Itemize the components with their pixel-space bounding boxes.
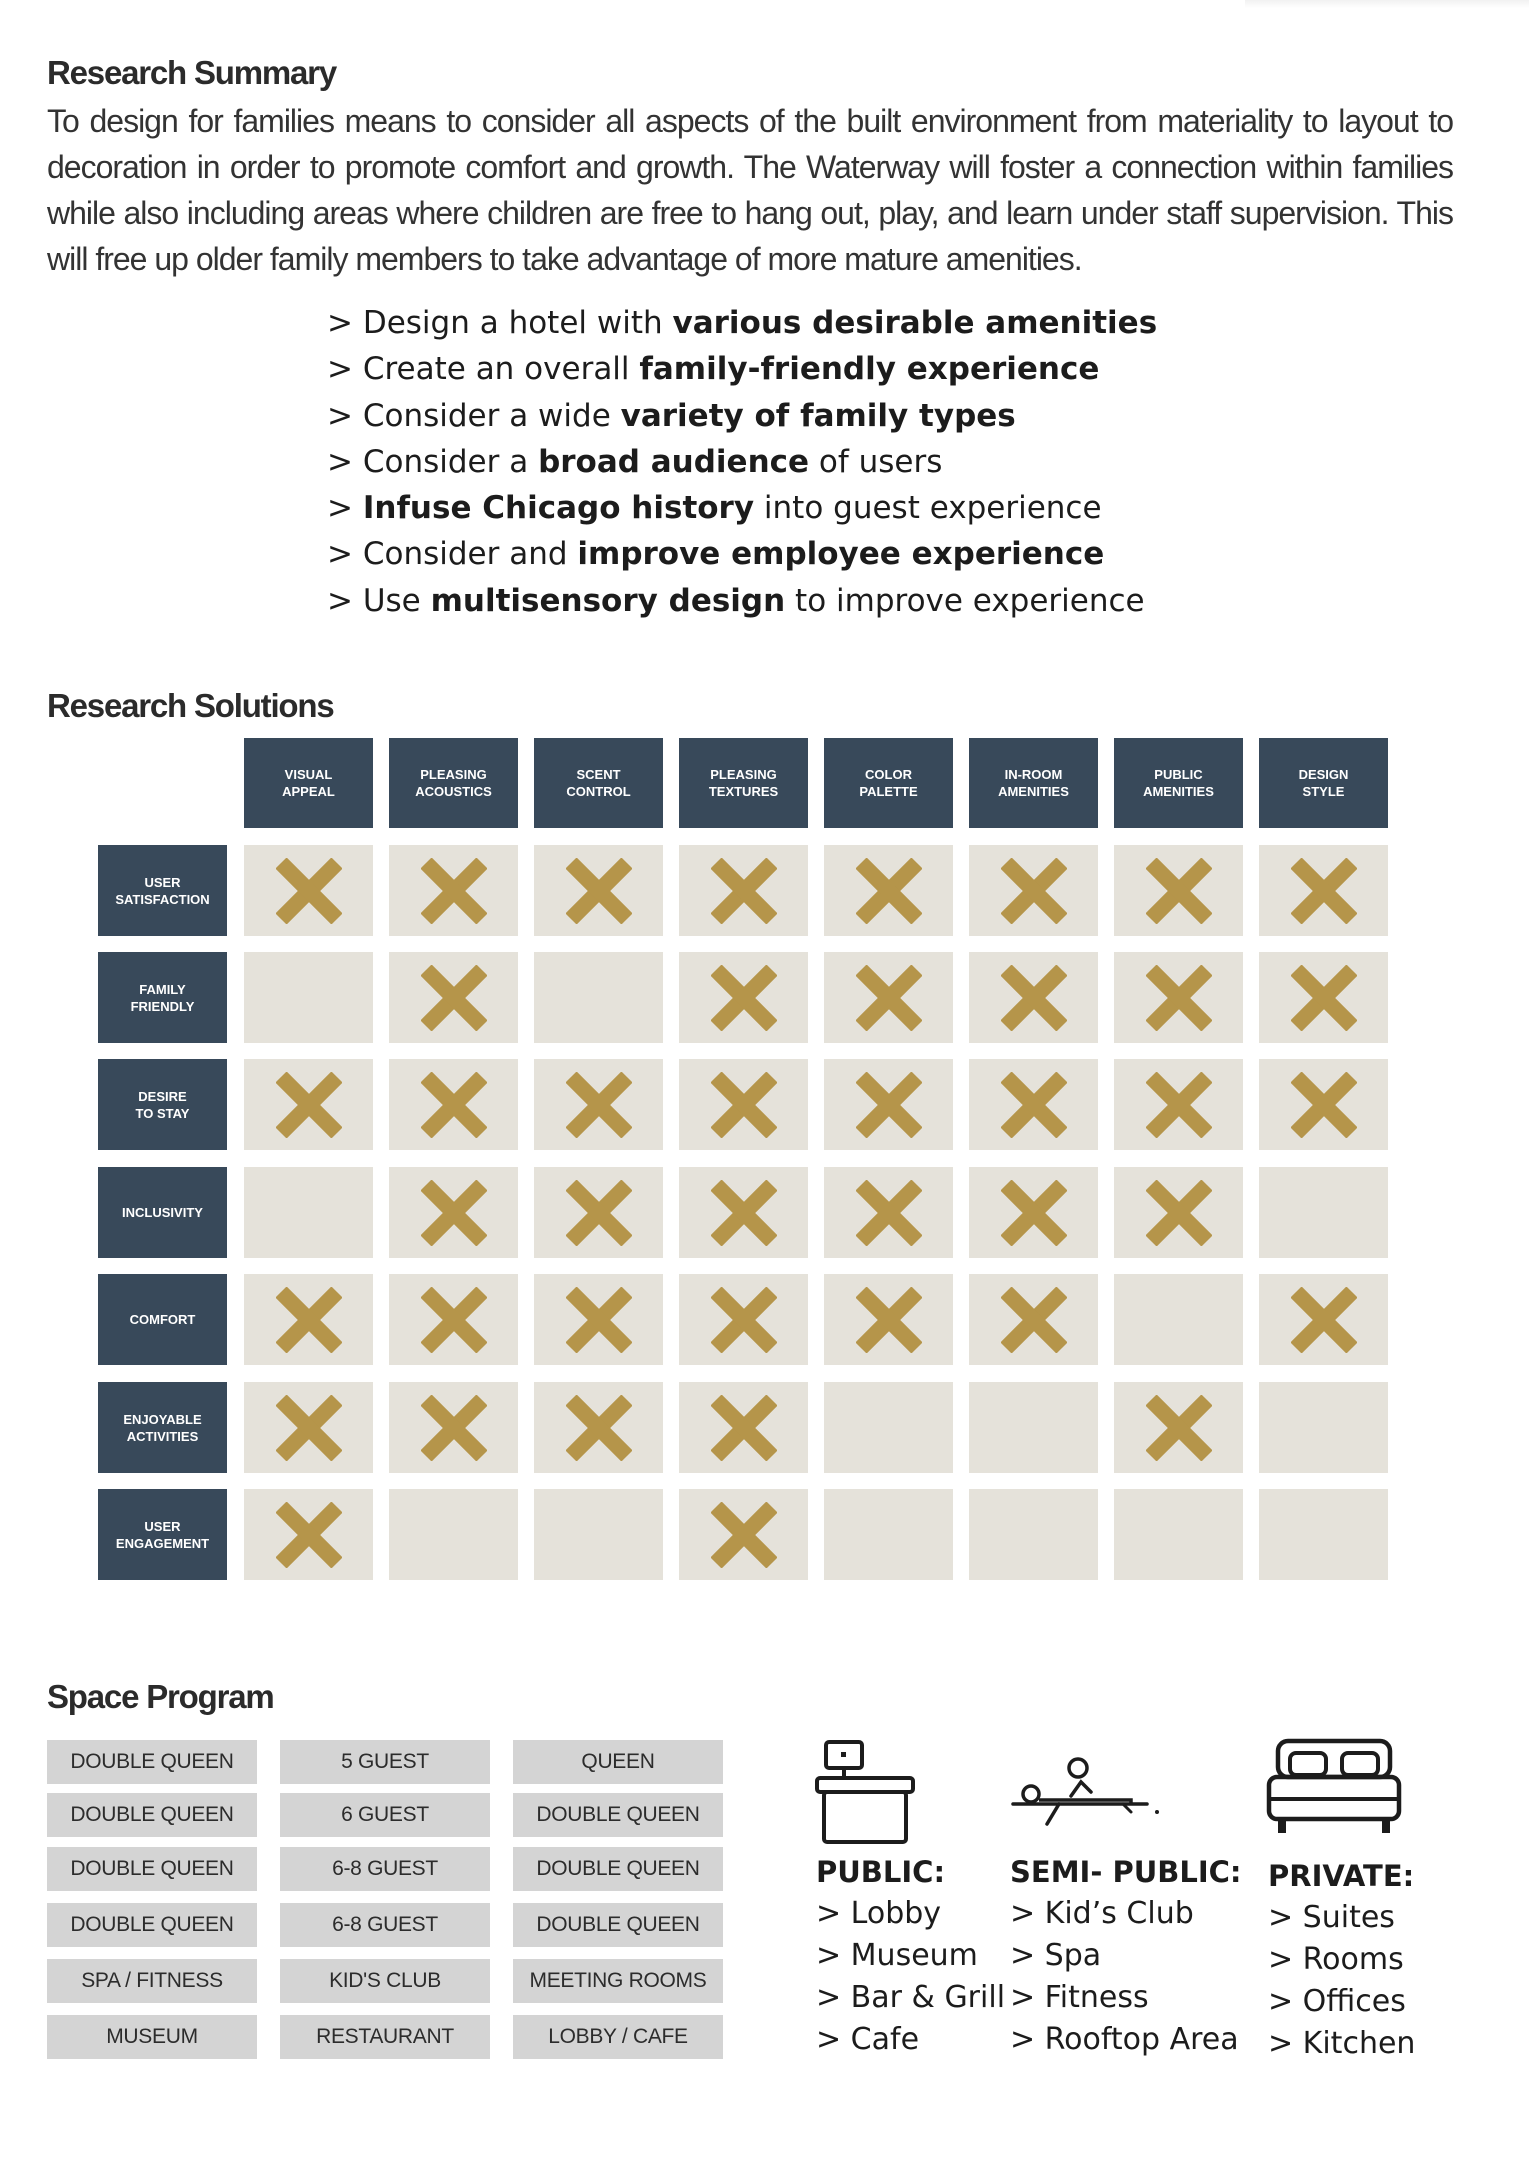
zone-item: > Rooms (1268, 1942, 1404, 1977)
space-program-room: DOUBLE QUEEN (47, 1903, 257, 1947)
zone-list-private (1268, 1897, 1415, 2065)
goal-pre: > Use (327, 582, 431, 619)
goal-item (327, 300, 1157, 346)
matrix-cell-checked (679, 952, 808, 1043)
x-mark-icon (1001, 1180, 1067, 1246)
matrix-column-header (244, 738, 373, 828)
x-mark-icon (711, 1180, 777, 1246)
column-header-line: PLEASING (710, 767, 777, 782)
matrix-cell-empty (1114, 1274, 1243, 1365)
x-mark-icon (711, 858, 777, 924)
space-program-room: SPA / FITNESS (47, 1959, 257, 2003)
x-mark-icon (421, 965, 487, 1031)
space-program-room: DOUBLE QUEEN (47, 1847, 257, 1891)
massage-spa-icon (1007, 1752, 1163, 1836)
x-mark-icon (421, 1072, 487, 1138)
zone-item: > Lobby (816, 1896, 942, 1931)
bed-icon (1266, 1737, 1402, 1837)
x-mark-icon (711, 1502, 777, 1568)
matrix-cell-checked (824, 952, 953, 1043)
column-header-line: AMENITIES (1143, 784, 1214, 799)
matrix-cell-checked (969, 1274, 1098, 1365)
space-program-room: 6-8 GUEST (280, 1847, 490, 1891)
zone-list-semi-public (1010, 1893, 1239, 2061)
x-mark-icon (711, 1395, 777, 1461)
column-header-line: AMENITIES (998, 784, 1069, 799)
goal-item (327, 578, 1157, 624)
x-mark-icon (711, 1287, 777, 1353)
x-mark-icon (711, 1072, 777, 1138)
x-mark-icon (1001, 965, 1067, 1031)
matrix-cell-empty (244, 952, 373, 1043)
matrix-cell-checked (1114, 845, 1243, 936)
x-mark-icon (276, 1287, 342, 1353)
matrix-cell-checked (389, 1382, 518, 1473)
matrix-cell-empty (824, 1382, 953, 1473)
matrix-cell-checked (244, 1382, 373, 1473)
zone-item: > Kid’s Club (1010, 1896, 1194, 1931)
column-header-line: DESIGN (1298, 767, 1349, 782)
matrix-cell-checked (389, 1274, 518, 1365)
matrix-cell-checked (969, 1059, 1098, 1150)
space-program-room: QUEEN (513, 1740, 723, 1784)
x-mark-icon (1146, 965, 1212, 1031)
goal-bold: Infuse Chicago history (362, 490, 755, 527)
row-header-line: COMFORT (129, 1312, 196, 1327)
x-mark-icon (566, 1395, 632, 1461)
x-mark-icon (421, 858, 487, 924)
matrix-cell-checked (1114, 1382, 1243, 1473)
page-corner-shadow (1245, 0, 1529, 8)
research-solutions-title: Research Solutions (47, 687, 334, 724)
zone-list-public (816, 1893, 1005, 2061)
row-header-line: ENJOYABLE (123, 1411, 202, 1427)
row-header-line: TO STAY (135, 1105, 190, 1121)
reception-desk-icon (815, 1738, 919, 1846)
row-header-line: SATISFACTION (115, 891, 210, 907)
matrix-cell-checked (679, 1059, 808, 1150)
matrix-column-header (1114, 738, 1243, 828)
matrix-cell-checked (1259, 952, 1388, 1043)
matrix-cell-checked (679, 1167, 808, 1258)
x-mark-icon (421, 1395, 487, 1461)
space-program-title: Space Program (47, 1678, 274, 1715)
matrix-cell-checked (389, 1167, 518, 1258)
goal-item (327, 346, 1157, 392)
matrix-cell-checked (534, 1274, 663, 1365)
matrix-cell-checked (244, 1489, 373, 1580)
matrix-cell-checked (969, 1167, 1098, 1258)
matrix-cell-checked (534, 1059, 663, 1150)
matrix-cell-empty (1259, 1382, 1388, 1473)
space-program-room: DOUBLE QUEEN (513, 1903, 723, 1947)
matrix-cell-checked (244, 845, 373, 936)
goal-post: of users (809, 443, 943, 480)
matrix-cell-empty (969, 1382, 1098, 1473)
matrix-cell-empty (1259, 1167, 1388, 1258)
matrix-cell-checked (389, 1059, 518, 1150)
column-header-line: TEXTURES (708, 784, 779, 799)
x-mark-icon (1291, 858, 1357, 924)
zone-item: > Rooftop Area (1010, 2022, 1239, 2057)
goal-pre: > (327, 490, 363, 527)
space-program-room: DOUBLE QUEEN (513, 1793, 723, 1837)
row-header-line: FAMILY (139, 981, 186, 997)
space-program-room: DOUBLE QUEEN (47, 1740, 257, 1784)
matrix-cell-checked (824, 1059, 953, 1150)
x-mark-icon (566, 1287, 632, 1353)
x-mark-icon (711, 965, 777, 1031)
space-program-room: KID'S CLUB (280, 1959, 490, 2003)
matrix-cell-empty (534, 952, 663, 1043)
matrix-cell-checked (1259, 845, 1388, 936)
goal-pre: > Create an overall (327, 351, 640, 388)
matrix-cell-checked (389, 952, 518, 1043)
matrix-row-header (98, 845, 227, 936)
research-summary-paragraph: To design for families means to consider all aspects of the built environment from materiality to layout to decoration in order to promote comfort and growth. The Waterway will foster a connection within families while also including areas where children are free to hang out, play, and learn under staff supervision. This will free up older family members to take advantage of more mature amenities. (47, 103, 1453, 277)
matrix-cell-checked (1114, 1059, 1243, 1150)
x-mark-icon (856, 965, 922, 1031)
matrix-cell-empty (389, 1489, 518, 1580)
x-mark-icon (1291, 965, 1357, 1031)
matrix-cell-checked (824, 1274, 953, 1365)
row-header-line: FRIENDLY (130, 998, 195, 1014)
matrix-cell-checked (679, 1274, 808, 1365)
matrix-cell-checked (534, 1382, 663, 1473)
goal-bold: variety of family types (620, 397, 1016, 434)
x-mark-icon (856, 1287, 922, 1353)
zone-heading-private: PRIVATE: (1268, 1859, 1415, 1893)
column-header-line: SCENT (576, 767, 621, 782)
matrix-column-header (1259, 738, 1388, 828)
matrix-cell-checked (244, 1059, 373, 1150)
x-mark-icon (1001, 1072, 1067, 1138)
design-goals-list (327, 300, 1157, 624)
research-summary-title: Research Summary (47, 54, 336, 91)
matrix-row-header (98, 1059, 227, 1150)
matrix-cell-checked (1259, 1059, 1388, 1150)
matrix-cell-checked (969, 952, 1098, 1043)
matrix-row-header (98, 1382, 227, 1473)
goal-bold: broad audience (538, 443, 810, 480)
x-mark-icon (1146, 1180, 1212, 1246)
matrix-cell-checked (244, 1274, 373, 1365)
x-mark-icon (566, 858, 632, 924)
goal-pre: > Design a hotel with (327, 305, 673, 341)
space-program-room: DOUBLE QUEEN (513, 1847, 723, 1891)
goal-item (327, 393, 1157, 439)
x-mark-icon (421, 1180, 487, 1246)
matrix-row-header (98, 1274, 227, 1365)
matrix-cell-checked (389, 845, 518, 936)
matrix-cell-checked (679, 1382, 808, 1473)
row-header-line: ENGAGEMENT (115, 1535, 210, 1551)
matrix-column-header (969, 738, 1098, 828)
zone-item: > Offices (1268, 1984, 1406, 2019)
matrix-cell-checked (824, 845, 953, 936)
space-program-room: 6-8 GUEST (280, 1903, 490, 1947)
zone-item: > Kitchen (1268, 2026, 1416, 2061)
space-program-room: 5 GUEST (280, 1740, 490, 1784)
x-mark-icon (421, 1287, 487, 1353)
matrix-cell-empty (1114, 1489, 1243, 1580)
x-mark-icon (856, 1180, 922, 1246)
x-mark-icon (566, 1072, 632, 1138)
zone-heading-semi-public: SEMI- PUBLIC: (1010, 1855, 1242, 1889)
goal-bold: improve employee experience (577, 536, 1105, 573)
matrix-cell-checked (969, 845, 1098, 936)
column-header-line: APPEAL (282, 784, 335, 799)
goal-pre: > Consider and (327, 536, 578, 573)
space-program-room: MEETING ROOMS (513, 1959, 723, 2003)
goal-bold: family-friendly experience (639, 351, 1100, 388)
goal-pre: > Consider a (327, 443, 539, 480)
column-header-line: VISUAL (284, 767, 333, 782)
x-mark-icon (1001, 1287, 1067, 1353)
matrix-cell-checked (534, 845, 663, 936)
x-mark-icon (276, 1395, 342, 1461)
matrix-cell-checked (679, 1489, 808, 1580)
space-program-room: RESTAURANT (280, 2015, 490, 2059)
x-mark-icon (1291, 1072, 1357, 1138)
matrix-column-header (679, 738, 808, 828)
x-mark-icon (566, 1180, 632, 1246)
column-header-line: PALETTE (859, 784, 918, 799)
space-program-room: MUSEUM (47, 2015, 257, 2059)
zone-heading-public: PUBLIC: (816, 1855, 946, 1889)
zone-item: > Suites (1268, 1900, 1395, 1935)
matrix-row-header (98, 952, 227, 1043)
x-mark-icon (856, 1072, 922, 1138)
space-program-room: LOBBY / CAFE (513, 2015, 723, 2059)
column-header-line: COLOR (865, 767, 912, 782)
column-header-line: ACOUSTICS (415, 784, 492, 799)
goal-post: into guest experience (754, 490, 1102, 527)
matrix-row-header (98, 1167, 227, 1258)
matrix-cell-checked (1114, 952, 1243, 1043)
matrix-column-header (824, 738, 953, 828)
matrix-cell-empty (824, 1489, 953, 1580)
zone-item: > Spa (1010, 1938, 1102, 1973)
matrix-cell-checked (1259, 1274, 1388, 1365)
matrix-cell-empty (969, 1489, 1098, 1580)
matrix-cell-checked (679, 845, 808, 936)
row-header-line: USER (144, 1518, 181, 1534)
goal-pre: > Consider a wide (327, 397, 621, 434)
x-mark-icon (276, 1072, 342, 1138)
x-mark-icon (1001, 858, 1067, 924)
row-header-line: USER (144, 874, 181, 890)
goal-item (327, 485, 1157, 531)
space-program-room: DOUBLE QUEEN (47, 1793, 257, 1837)
x-mark-icon (1146, 1395, 1212, 1461)
goal-bold: various desirable amenities (672, 305, 1158, 341)
x-mark-icon (1146, 1072, 1212, 1138)
zone-item: > Cafe (816, 2022, 920, 2057)
column-header-line: IN-ROOM (1004, 767, 1063, 782)
matrix-cell-empty (1259, 1489, 1388, 1580)
zone-item: > Bar & Grill (816, 1980, 1006, 2015)
row-header-line: ACTIVITIES (126, 1428, 199, 1444)
space-program-room: 6 GUEST (280, 1793, 490, 1837)
zone-item: > Museum (816, 1938, 978, 1973)
x-mark-icon (276, 1502, 342, 1568)
row-header-line: INCLUSIVITY (122, 1205, 203, 1220)
goal-item (327, 439, 1157, 485)
matrix-cell-checked (1114, 1167, 1243, 1258)
matrix-cell-empty (244, 1167, 373, 1258)
goal-post: to improve experience (785, 582, 1145, 619)
matrix-cell-empty (534, 1489, 663, 1580)
zone-item: > Fitness (1010, 1980, 1149, 2015)
column-header-line: STYLE (1302, 784, 1345, 799)
matrix-row-header (98, 1489, 227, 1580)
goal-item (327, 531, 1157, 577)
column-header-line: PUBLIC (1154, 767, 1203, 782)
matrix-column-header (534, 738, 663, 828)
goal-bold: multisensory design (430, 582, 786, 619)
matrix-column-header (389, 738, 518, 828)
x-mark-icon (1146, 858, 1212, 924)
x-mark-icon (276, 858, 342, 924)
column-header-line: CONTROL (566, 784, 631, 799)
matrix-cell-checked (534, 1167, 663, 1258)
column-header-line: PLEASING (420, 767, 487, 782)
x-mark-icon (1291, 1287, 1357, 1353)
row-header-line: DESIRE (138, 1088, 187, 1104)
x-mark-icon (856, 858, 922, 924)
matrix-cell-checked (824, 1167, 953, 1258)
